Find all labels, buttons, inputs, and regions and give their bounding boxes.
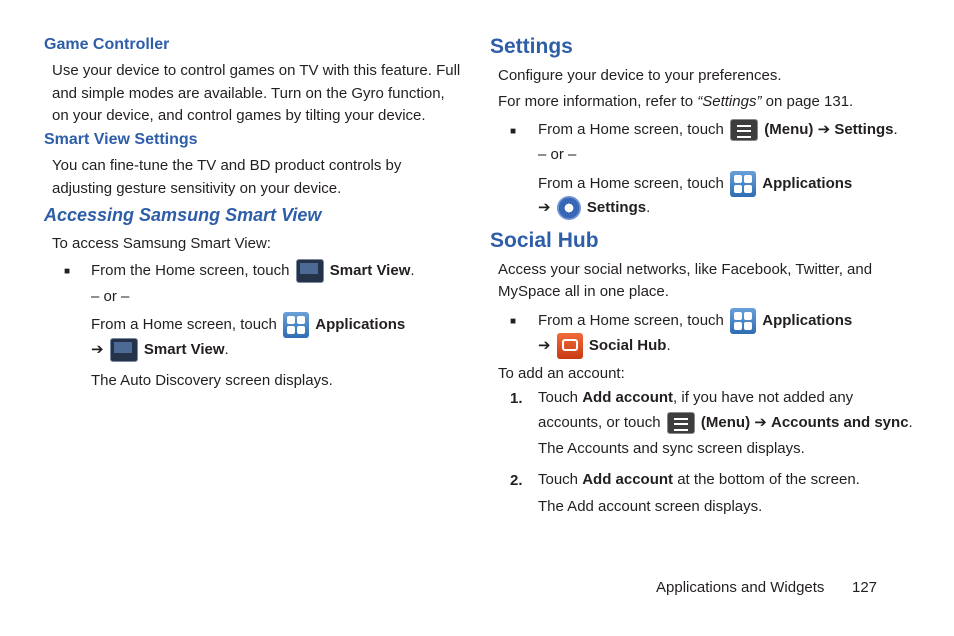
step2-result: The Add account screen displays. [538, 498, 763, 515]
arrow-icon: ➔ [538, 198, 551, 216]
settings-heading: Settings [490, 35, 573, 58]
settings-label: Settings [586, 198, 647, 216]
accessing-heading: Accessing Samsung Smart View [44, 205, 322, 225]
accessing-result: The Auto Discovery screen displays. [91, 372, 333, 389]
settings-ref-pre: For more information, refer to [498, 93, 694, 110]
settings-label: Settings [834, 121, 894, 138]
accessing-bullet-text: From the Home screen, touch [91, 261, 290, 279]
arrow-icon: ➔ [817, 121, 831, 138]
settings-alt-target: ➔ Settings. [538, 196, 650, 220]
step1-line1 [538, 387, 853, 410]
step-number: 1. [510, 390, 523, 407]
settings-text-2 [498, 91, 853, 114]
smart-view-settings-heading: Smart View Settings [44, 131, 198, 148]
smart-view-settings-text-2: adjusting gesture sensitivity on your device. [52, 180, 342, 197]
step1-line2-pre: accounts, or touch [538, 414, 661, 431]
accessing-bullet: From the Home screen, touch Smart View. [91, 259, 415, 283]
settings-gear-icon[interactable] [557, 196, 581, 220]
arrow-icon: ➔ [538, 336, 551, 354]
game-controller-text-3: on your device, and control games by tilting your device. [52, 107, 426, 124]
menu-label: (Menu) [764, 121, 814, 138]
social-hub-bullet [538, 308, 852, 334]
settings-alt-text: From a Home screen, touch [538, 174, 724, 192]
bullet-marker: ■ [510, 316, 517, 327]
game-controller-text-2: and simple modes are available. Turn on the Gyro function, [52, 85, 445, 102]
game-controller-heading: Game Controller [44, 36, 170, 53]
applications-icon[interactable] [730, 171, 756, 197]
settings-text-1: Configure your device to your preferences. [498, 67, 782, 84]
accessing-alt-target: ➔ Smart View. [91, 338, 229, 362]
add-account-intro: To add an account: [498, 365, 625, 382]
bullet-marker: ■ [510, 126, 517, 137]
add-account-label: Add account [582, 471, 674, 488]
menu-label: (Menu) [700, 414, 751, 431]
accessing-alt [91, 312, 405, 338]
settings-ref-post: on page 131. [765, 93, 854, 110]
add-account-label: Add account [582, 389, 674, 406]
social-hub-label: Social Hub [588, 336, 667, 354]
social-hub-target: ➔ Social Hub. [538, 333, 671, 359]
menu-icon[interactable] [730, 119, 758, 141]
arrow-icon: ➔ [91, 340, 104, 358]
settings-bullet-text: From a Home screen, touch [538, 121, 724, 138]
step2-post: at the bottom of the screen. [677, 471, 860, 488]
settings-ref-link[interactable]: “Settings” [697, 93, 762, 110]
smart-view-label: Smart View [143, 340, 225, 358]
game-controller-text-1: Use your device to control games on TV with this feature. Full [52, 62, 461, 79]
social-hub-bullet-text: From a Home screen, touch [538, 311, 724, 329]
page-number: 127 [852, 579, 878, 596]
step1-result: The Accounts and sync screen displays. [538, 440, 805, 457]
accessing-intro: To access Samsung Smart View: [52, 235, 271, 252]
applications-label: Applications [762, 311, 853, 329]
smart-view-settings-text-1: You can fine-tune the TV and BD product controls by [52, 157, 402, 174]
social-hub-icon[interactable] [557, 333, 583, 359]
social-hub-text-2: MySpace all in one place. [498, 283, 669, 300]
step2-line1 [538, 469, 860, 492]
settings-bullet: From a Home screen, touch (Menu) ➔ Settings. [538, 119, 898, 142]
accounts-sync-label: Accounts and sync [771, 414, 909, 431]
step1-line2: accounts, or touch (Menu) ➔ Accounts and sync. [538, 412, 913, 435]
accessing-alt-text: From a Home screen, touch [91, 315, 277, 333]
smart-view-icon[interactable] [110, 338, 138, 362]
bullet-marker: ■ [64, 266, 71, 277]
smart-view-icon[interactable] [296, 259, 324, 283]
settings-alt [538, 171, 852, 197]
social-hub-heading: Social Hub [490, 229, 599, 252]
step-number: 2. [510, 472, 523, 489]
applications-icon[interactable] [283, 312, 309, 338]
smart-view-label: Smart View [329, 261, 411, 279]
step2-pre: Touch [538, 471, 579, 488]
or-separator: – or – [538, 146, 577, 163]
applications-label: Applications [315, 315, 406, 333]
applications-icon[interactable] [730, 308, 756, 334]
step1-pre: Touch [538, 389, 579, 406]
menu-icon[interactable] [667, 412, 695, 434]
or-separator: – or – [91, 288, 130, 305]
step1-post: , if you have not added any [673, 389, 854, 406]
arrow-icon: ➔ [754, 414, 767, 431]
social-hub-text-1: Access your social networks, like Facebook, Twitter, and [498, 261, 873, 278]
footer-section-title: Applications and Widgets [656, 579, 825, 596]
applications-label: Applications [762, 174, 853, 192]
